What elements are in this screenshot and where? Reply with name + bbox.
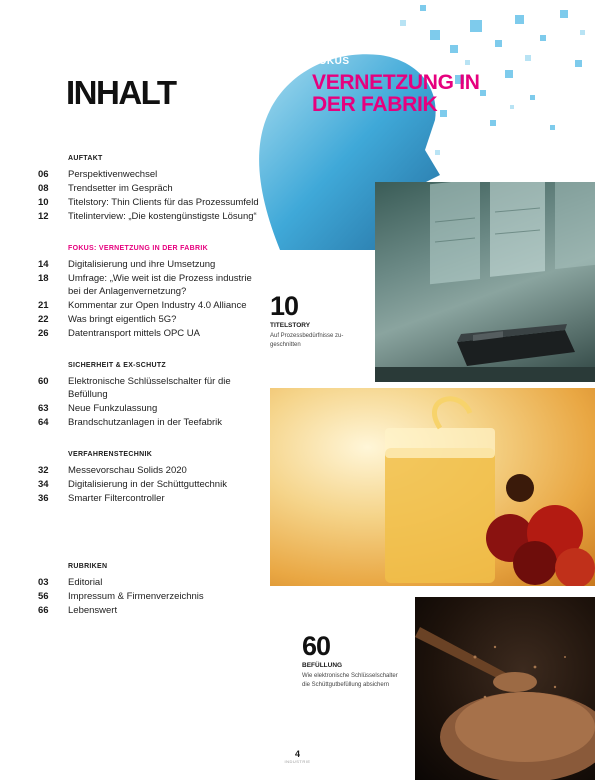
toc-section-sicherheit	[38, 362, 263, 429]
palm-oil-graphic	[270, 388, 595, 586]
entry-page: 26	[38, 328, 49, 339]
page-folio	[0, 749, 595, 764]
entry-title: Digitalisierung in der Schüttguttechnik	[68, 479, 227, 490]
focus-label: FOKUS	[312, 56, 350, 67]
feature-text	[302, 672, 412, 690]
entry-page: 56	[38, 591, 49, 602]
entry-title: Brandschutzanlagen in der Teefabrik	[68, 417, 223, 428]
toc-entry[interactable]	[38, 478, 263, 491]
thin-client-graphic	[375, 182, 595, 382]
section-heading: SICHERHEIT & EX-SCHUTZ	[68, 362, 166, 369]
entry-page: 06	[38, 169, 49, 180]
feature-label: BEFÜLLUNG	[302, 662, 343, 669]
feature-text-line-2: die Schüttgutbefüllung absichern	[302, 682, 390, 688]
toc-entry[interactable]	[38, 576, 263, 589]
entry-title: Titelinterview: „Die kostengünstigste Lösung“	[68, 211, 257, 222]
entry-page: 63	[38, 403, 49, 414]
toc-entry[interactable]	[38, 272, 263, 298]
section-heading: AUFTAKT	[68, 155, 103, 162]
toc-entry[interactable]	[38, 590, 263, 603]
entry-page: 34	[38, 479, 49, 490]
entry-page: 22	[38, 314, 49, 325]
feature-text	[270, 332, 370, 350]
feature-text-line-1: Auf Prozessbedürfnisse zu-	[270, 333, 344, 339]
toc-entry[interactable]	[38, 464, 263, 477]
feature-text-line-1: Wie elektronische Schlüsselschalter	[302, 673, 398, 679]
folio-sub: INDUSTRIE	[284, 759, 311, 764]
toc-entry[interactable]	[38, 492, 263, 505]
entry-title: Datentransport mittels OPC UA	[68, 328, 200, 339]
focus-title	[312, 72, 480, 116]
entry-page: 14	[38, 259, 49, 270]
toc-section-verfahrenstechnik	[38, 451, 263, 505]
entry-title: Elektronische Schlüsselschalter für die Befüllung	[68, 376, 231, 400]
toc-entry[interactable]	[38, 604, 263, 617]
toc-entry[interactable]	[38, 168, 263, 181]
toc-entry[interactable]	[38, 182, 263, 195]
entry-title: Impressum & Firmenverzeichnis	[68, 591, 204, 602]
table-of-contents	[38, 155, 263, 639]
entry-title: Neue Funkzulassung	[68, 403, 158, 414]
entry-page: 03	[38, 577, 49, 588]
focus-title-line-2: DER FABRIK	[312, 93, 438, 116]
entry-page: 18	[38, 273, 49, 284]
toc-section-fokus	[38, 245, 263, 340]
feature-page-number: 60	[302, 631, 331, 661]
entry-page: 64	[38, 417, 49, 428]
entry-title: Messevorschau Solids 2020	[68, 465, 187, 476]
entry-page: 08	[38, 183, 49, 194]
entry-title: Digitalisierung und ihre Umsetzung	[68, 259, 216, 270]
focus-title-line-1: VERNETZUNG IN	[312, 71, 480, 94]
entry-title: Editorial	[68, 577, 103, 588]
section-heading: VERFAHRENSTECHNIK	[68, 451, 153, 458]
feature-titelstory[interactable]	[270, 292, 370, 350]
palm-oil-photo	[270, 388, 595, 586]
feature-page-number: 10	[270, 291, 299, 321]
entry-title: Was bringt eigentlich 5G?	[68, 314, 177, 325]
toc-entry[interactable]	[38, 313, 263, 326]
toc-entry[interactable]	[38, 258, 263, 271]
entry-page: 21	[38, 300, 49, 311]
entry-title: Titelstory: Thin Clients für das Prozessumfeld	[68, 197, 259, 208]
section-heading: RUBRIKEN	[68, 563, 108, 570]
toc-entry[interactable]	[38, 375, 263, 401]
entry-page: 60	[38, 376, 49, 387]
toc-entry[interactable]	[38, 327, 263, 340]
thin-client-photo	[375, 182, 595, 382]
toc-entry[interactable]	[38, 299, 263, 312]
toc-section-auftakt	[38, 155, 263, 223]
entry-title: Umfrage: „Wie weit ist die Prozess industrie bei der Anlagenvernetzung?	[68, 273, 252, 297]
page-title: INHALT	[66, 74, 176, 111]
feature-text-line-2: geschnitten	[270, 342, 301, 348]
entry-page: 12	[38, 211, 49, 222]
entry-title: Kommentar zur Open Industry 4.0 Alliance	[68, 300, 247, 311]
feature-befuellung[interactable]	[302, 632, 412, 690]
entry-page: 32	[38, 465, 49, 476]
toc-entry[interactable]	[38, 196, 263, 209]
toc-entry[interactable]	[38, 402, 263, 415]
feature-label: TITELSTORY	[270, 322, 311, 329]
entry-title: Perspektivenwechsel	[68, 169, 158, 180]
toc-section-rubriken	[38, 563, 263, 617]
page-number: 4	[294, 749, 300, 759]
entry-page: 36	[38, 493, 49, 504]
entry-title: Lebenswert	[68, 605, 118, 616]
entry-title: Trendsetter im Gespräch	[68, 183, 173, 194]
toc-entry[interactable]	[38, 416, 263, 429]
entry-page: 10	[38, 197, 49, 208]
entry-page: 66	[38, 605, 49, 616]
toc-entry[interactable]	[38, 210, 263, 223]
entry-title: Smarter Filtercontroller	[68, 493, 165, 504]
section-heading: FOKUS: VERNETZUNG IN DER FABRIK	[68, 245, 208, 252]
